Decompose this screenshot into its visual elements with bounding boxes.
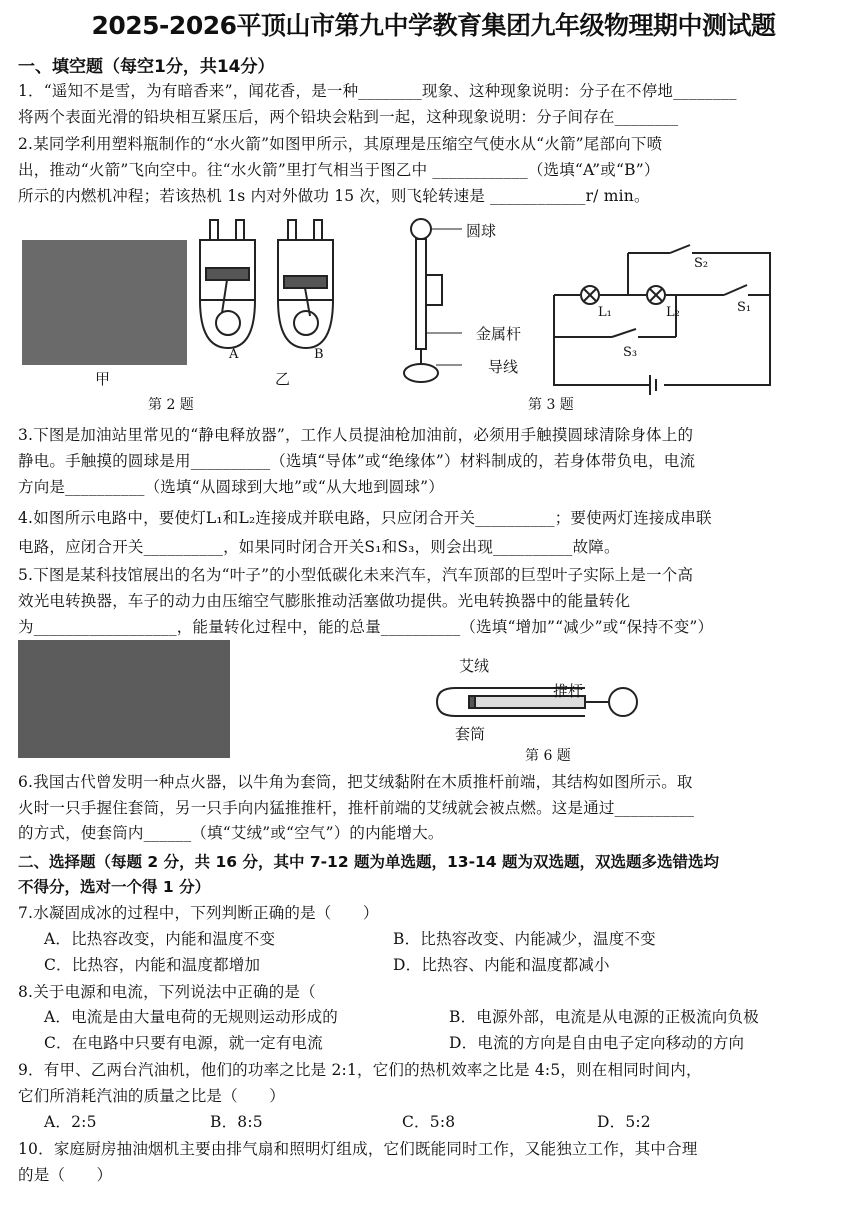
q7-option-c: C．比热容，内能和温度都增加 [44, 956, 261, 974]
q7-option-b: B．比热容改变、内能减少，温度不变 [393, 930, 656, 948]
leaf-car-photo [18, 640, 230, 758]
fig4-label-s1: S₁ [737, 300, 752, 315]
q5-line-1: 5.下图是某科技馆展出的名为“叶子”的小型低碳化未来汽车，汽车顶部的巨型叶子实际上是一个高 [18, 566, 694, 584]
fig2-label-b: B [314, 347, 324, 362]
q10-line-2: 的是（ ） [18, 1166, 113, 1184]
q3-line-3: 方向是__________（选填“从圆球到大地”或“从大地到圆球”） [18, 478, 444, 496]
static-discharger-diagram [400, 215, 470, 390]
q3-line-1: 3.下图是加油站里常见的“静电释放器”，工作人员提油枪加油前，必须用手触摸圆球清除身体上的 [18, 426, 694, 444]
fig2-caption: 第 2 题 [148, 397, 194, 413]
q4-line-1: 4.如图所示电路中，要使灯L₁和L₂连接成并联电路，只应闭合开关__________；要使两灯连接成串联 [18, 509, 712, 527]
fig3-label-wire: 导线 [488, 358, 519, 376]
fig6-label-sleeve: 套筒 [455, 725, 486, 743]
fig2-label-yi: 乙 [275, 370, 291, 388]
fig3-label-rod: 金属杆 [476, 325, 522, 343]
section-heading-choice-1: 二、选择题（每题 2 分，共 16 分，其中 7-12 题为单选题，13-14 题为双选题，双选题多选错选均 [18, 853, 719, 871]
circuit-diagram [552, 245, 777, 390]
q10-line-1: 10．家庭厨房抽油烟机主要由排气扇和照明灯组成，它们既能同时工作，又能独立工作，其中合理 [18, 1140, 698, 1158]
q4-line-2: 电路，应闭合开关__________，如果同时闭合开关S₁和S₃，则会出现__________故障。 [18, 538, 620, 556]
q9-option-c: C．5:8 [402, 1113, 456, 1131]
q7-option-a: A．比热容改变，内能和温度不变 [44, 930, 276, 948]
q2-line-1: 2.某同学利用塑料瓶制作的“水火箭”如图甲所示，其原理是压缩空气使水从“火箭”尾部向下喷 [18, 135, 663, 153]
fig4-label-l1: L₁ [598, 305, 612, 320]
fig3-label-ball: 圆球 [466, 222, 497, 240]
fig3-caption: 第 3 题 [528, 397, 574, 413]
fig6-label-moxa: 艾绒 [459, 657, 490, 675]
q8-option-a: A．电流是由大量电荷的无规则运动形成的 [44, 1008, 338, 1026]
page-title: 2025-2026平顶山市第九中学教育集团九年级物理期中测试题 [91, 11, 776, 40]
engine-stroke-diagrams [198, 218, 338, 368]
q8-stem: 8.关于电源和电流，下列说法中正确的是（ [18, 983, 316, 1001]
water-rocket-photo [22, 240, 187, 365]
q3-line-2: 静电。手触摸的圆球是用__________（选填“导体”或“绝缘体”）材料制成的，若身体带负电，电流 [18, 452, 696, 470]
fig4-label-l2: L₂ [666, 305, 680, 320]
q2-line-2: 出，推动“火箭”飞向空中。往“水火箭”里打气相当于图乙中 ____________（选填“A”或“B”） [18, 161, 660, 179]
q6-line-3: 的方式，使套筒内______（填“艾绒”或“空气”）的内能增大。 [18, 824, 444, 842]
fig2-label-a: A [229, 347, 239, 362]
engine-stroke-a [200, 220, 255, 348]
engine-stroke-b [278, 220, 333, 348]
q1-line-2: 将两个表面光滑的铅块相互紧压后，两个铅块会粘到一起，这种现象说明：分子间存在________ [18, 108, 679, 126]
q9-option-b: B．8:5 [210, 1113, 263, 1131]
q6-line-1: 6.我国古代曾发明一种点火器，以牛角为套筒，把艾绒黏附在木质推杆前端，其结构如图所示。取 [18, 773, 693, 791]
q9-option-a: A．2:5 [44, 1113, 97, 1131]
fig4-label-s2: S₂ [694, 256, 709, 271]
q9-line-2: 它们所消耗汽油的质量之比是（ ） [18, 1087, 285, 1105]
q8-option-c: C．在电路中只要有电源，就一定有电流 [44, 1034, 323, 1052]
q9-line-1: 9．有甲、乙两台汽油机，他们的功率之比是 2:1，它们的热机效率之比是 4:5，则在相同时间内， [18, 1061, 702, 1079]
q8-option-d: D．电流的方向是自由电子定向移动的方向 [449, 1034, 745, 1052]
section-heading-choice-2: 不得分，选对一个得 1 分） [18, 878, 211, 896]
section-heading-fill-in: 一、填空题（每空1分，共14分） [18, 57, 275, 77]
q5-line-2: 效光电转换器，车子的动力由压缩空气膨胀推动活塞做功提供。光电转换器中的能量转化 [18, 592, 631, 610]
q7-stem: 7.水凝固成冰的过程中，下列判断正确的是（ ） [18, 904, 379, 922]
fig4-label-s3: S₃ [623, 345, 638, 360]
q5-line-3: 为__________________，能量转化过程中，能的总量__________（选填“增加”“减少”或“保持不变”） [18, 618, 714, 636]
q1-line-1: 1．“遥知不是雪，为有暗香来”，闻花香，是一种________现象、这种现象说明：分子在不停地________ [18, 82, 737, 100]
fig2-label-jia: 甲 [95, 370, 111, 388]
q2-line-3: 所示的内燃机冲程；若该热机 1s 内对外做功 15 次，则飞轮转速是 ____________r/ min。 [18, 187, 650, 205]
q8-option-b: B．电源外部，电流是从电源的正极流向负极 [449, 1008, 759, 1026]
fig6-label-rod: 推杆 [553, 682, 584, 700]
q7-option-d: D．比热容、内能和温度都减小 [393, 956, 610, 974]
fig6-caption: 第 6 题 [525, 748, 571, 764]
fire-piston-diagram [435, 680, 645, 725]
q9-option-d: D．5:2 [597, 1113, 651, 1131]
q6-line-2: 火时一只手握住套筒，另一只手向内猛推推杆，推杆前端的艾绒就会被点燃。这是通过__________ [18, 799, 695, 817]
